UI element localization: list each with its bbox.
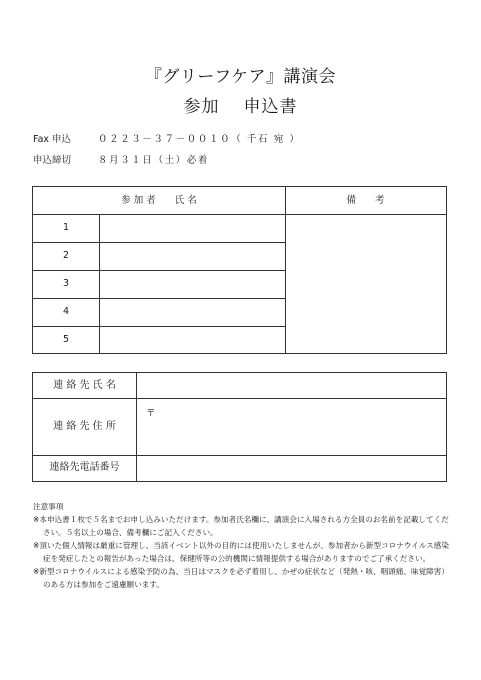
remarks-header: 備 考 [346,195,385,206]
remarks-field[interactable] [286,215,446,353]
postal-mark: 〒 [146,408,156,419]
contact-phone-field[interactable] [137,456,446,481]
row-number: 3 [62,278,70,289]
note-item: ※新型コロナウイルスによる感染予防の為、当日はマスクを必ず着用し、かぜの症状など（発熱・咳、咽頭痛、味覚障害）のある方は参加をご遠慮願います。 [33,567,449,589]
participants-table [32,186,447,354]
participant-name-field[interactable] [100,299,285,326]
note-item: ※頂いた個人情報は厳重に管理し、当該イベント以外の目的には使用いたしませんが、参加者から新型コロナウイルス感染症を発症したとの報告があった場合は、保健所等の公的機関に情報提供する場合がありますのでご了承ください。 [33,541,449,563]
participant-name-field[interactable] [100,243,285,270]
contact-address-label: 連 絡 先 住 所 [53,421,116,432]
row-number: 2 [62,250,70,261]
notes-heading: 注意事項 [33,502,64,511]
deadline-value: ８月３１日（土）必着 [98,155,210,166]
contact-address-field[interactable] [137,399,446,455]
contact-name-label: 連 絡 先 氏 名 [53,380,116,391]
participant-name-field[interactable] [100,327,285,353]
contact-phone-label: 連絡先電話番号 [49,462,120,473]
deadline-label: 申込締切 [33,155,72,166]
fax-number: ０２２３－３７－００１０（ 千石 宛 ） [98,134,301,145]
participant-name-field[interactable] [100,271,285,298]
contact-table [32,372,447,482]
row-number: 1 [62,222,70,233]
subtitle-application-form: 申込書 [243,97,298,117]
participant-name-field[interactable] [100,215,285,242]
contact-name-field[interactable] [137,373,446,398]
subtitle-participation: 参加 [183,97,220,117]
fax-label: Fax 申込 [33,134,72,145]
row-number: 5 [62,334,70,345]
form-subtitle [0,92,481,117]
form-title: 『グリーフケア』講演会 [144,67,337,87]
participant-name-header: 参 加 者 氏 名 [121,195,197,206]
note-item: ※本申込書１枚で５名までお申し込みいただけます。参加者氏名欄に、講演会に入場される方全員のお名前を記載してください。５名以上の場合、備考欄にご記入ください。 [33,515,449,537]
row-number: 4 [62,306,70,317]
notes-section [33,500,453,591]
